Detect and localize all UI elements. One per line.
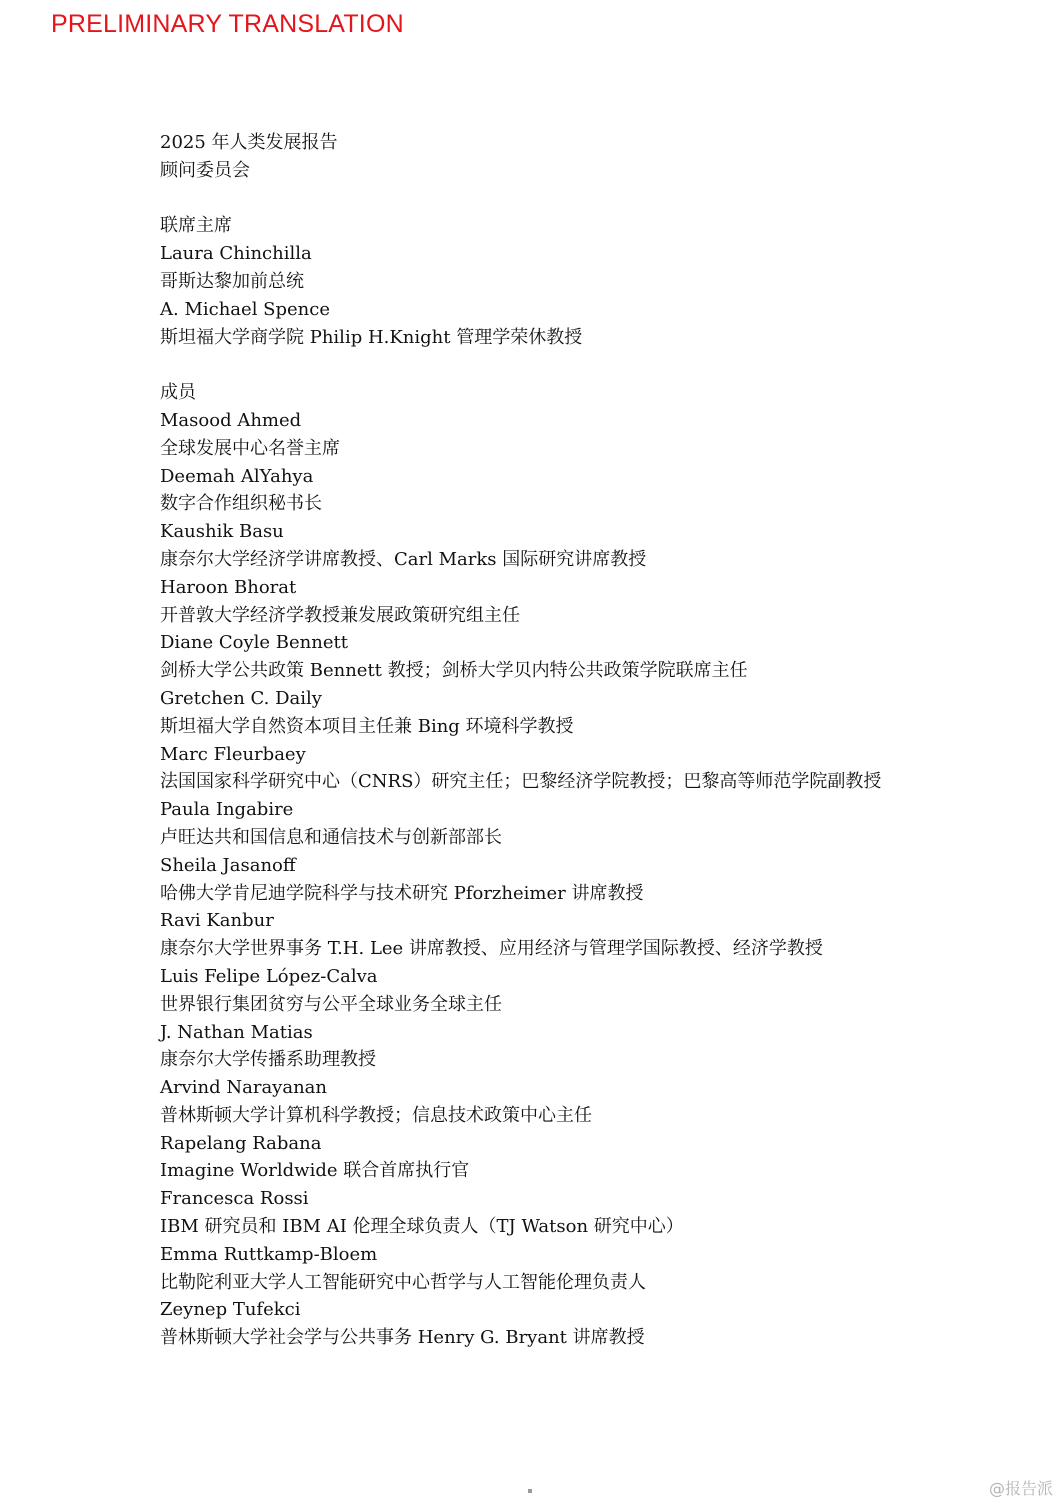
members-heading: 成员	[160, 382, 196, 404]
person-title: 数字合作组织秘书长	[160, 493, 322, 515]
watermark: @报告派	[988, 1479, 1053, 1498]
person-name: Gretchen C. Daily	[160, 687, 322, 709]
person-name: Laura Chinchilla	[160, 243, 312, 265]
advisory-board-content	[160, 129, 1020, 1352]
person-title: 卢旺达共和国信息和通信技术与创新部部长	[160, 826, 502, 848]
person-name: Deemah AlYahya	[160, 465, 314, 487]
spacer	[160, 351, 1020, 379]
person-name: Diane Coyle Bennett	[160, 632, 348, 654]
person-name: Francesca Rossi	[160, 1188, 309, 1210]
spacer	[160, 185, 1020, 213]
person-title: 比勒陀利亚大学人工智能研究中心哲学与人工智能伦理负责人	[160, 1271, 646, 1293]
person-name: Rapelang Rabana	[160, 1132, 322, 1154]
person-title: 斯坦福大学商学院 Philip H.Knight 管理学荣休教授	[160, 326, 583, 348]
person-title: 剑桥大学公共政策 Bennett 教授；剑桥大学贝内特公共政策学院联席主任	[160, 660, 748, 682]
person-title: 斯坦福大学自然资本项目主任兼 Bing 环境科学教授	[160, 715, 574, 737]
person-name: Kaushik Basu	[160, 521, 284, 543]
person-title: 开普敦大学经济学教授兼发展政策研究组主任	[160, 604, 520, 626]
person-title: 康奈尔大学经济学讲席教授、Carl Marks 国际研究讲席教授	[160, 548, 647, 570]
person-title: 普林斯顿大学社会学与公共事务 Henry G. Bryant 讲席教授	[160, 1327, 645, 1349]
person-title: 世界银行集团贫穷与公平全球业务全球主任	[160, 993, 502, 1015]
person-name: Masood Ahmed	[160, 409, 302, 431]
person-title: 哈佛大学肯尼迪学院科学与技术研究 Pforzheimer 讲席教授	[160, 882, 644, 904]
person-title: 法国国家科学研究中心（CNRS）研究主任；巴黎经济学院教授；巴黎高等师范学院副教授	[160, 771, 882, 793]
person-title: IBM 研究员和 IBM AI 伦理全球负责人（TJ Watson 研究中心）	[160, 1216, 684, 1238]
person-name: Luis Felipe López-Calva	[160, 965, 378, 987]
person-title: Imagine Worldwide 联合首席执行官	[160, 1160, 470, 1182]
preliminary-translation-banner: PRELIMINARY TRANSLATION	[51, 10, 404, 38]
person-name: Zeynep Tufekci	[160, 1299, 301, 1321]
person-title: 哥斯达黎加前总统	[160, 270, 304, 292]
person-name: Paula Ingabire	[160, 799, 294, 821]
person-title: 康奈尔大学传播系助理教授	[160, 1049, 376, 1071]
board-title: 顾问委员会	[160, 159, 250, 181]
co-chairs-heading: 联席主席	[160, 215, 232, 237]
page-marker-dot	[528, 1489, 532, 1493]
report-title: 2025 年人类发展报告	[160, 132, 338, 153]
person-name: A. Michael Spence	[160, 298, 330, 320]
person-name: Emma Ruttkamp-Bloem	[160, 1243, 378, 1265]
person-name: Marc Fleurbaey	[160, 743, 306, 765]
person-title: 康奈尔大学世界事务 T.H. Lee 讲席教授、应用经济与管理学国际教授、经济学教授	[160, 938, 823, 960]
person-title: 普林斯顿大学计算机科学教授；信息技术政策中心主任	[160, 1104, 592, 1126]
person-name: Ravi Kanbur	[160, 910, 274, 932]
person-name: J. Nathan Matias	[160, 1021, 313, 1043]
person-name: Arvind Narayanan	[160, 1077, 328, 1099]
person-name: Haroon Bhorat	[160, 576, 297, 598]
person-name: Sheila Jasanoff	[160, 854, 296, 876]
person-title: 全球发展中心名誉主席	[160, 437, 340, 459]
